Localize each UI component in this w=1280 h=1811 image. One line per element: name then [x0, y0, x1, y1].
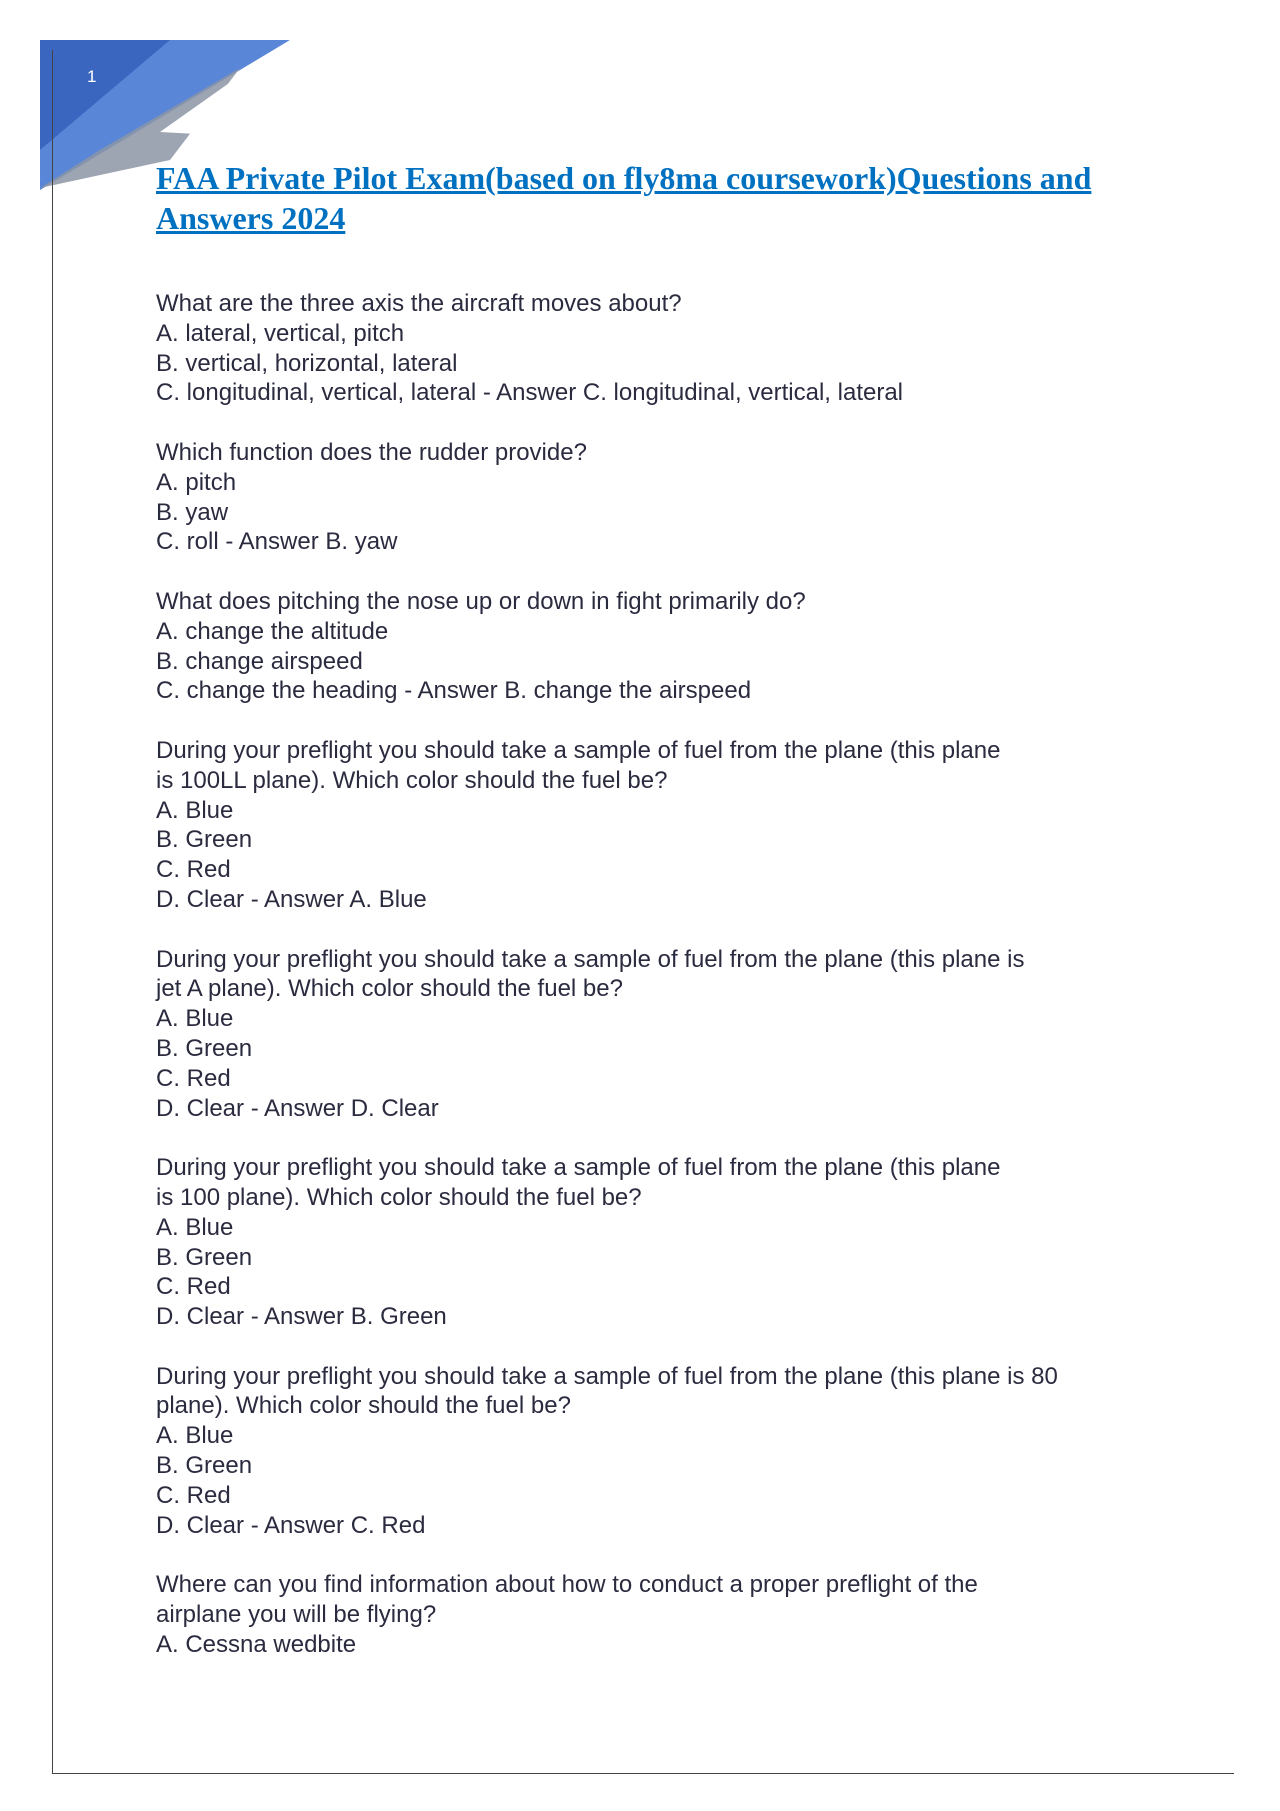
question-line: C. change the heading - Answer B. change the airspeed	[156, 677, 752, 705]
page-number: 1	[87, 67, 97, 86]
question-line: A. lateral, vertical, pitch	[156, 319, 405, 347]
question-text: During your preflight you should take a sample of fuel from the plane (this plane is	[156, 945, 1025, 973]
page-border-bottom	[52, 1773, 1234, 1774]
question-text: During your preflight you should take a sample of fuel from the plane (this plane	[156, 736, 1001, 764]
qa-content	[156, 289, 1156, 1689]
question-block	[156, 1153, 1156, 1332]
question-line: B. Green	[156, 1034, 253, 1062]
question-block	[156, 1570, 1156, 1659]
question-text: What does pitching the nose up or down in fight primarily do?	[156, 587, 806, 615]
question-line: plane). Which color should the fuel be?	[156, 1392, 571, 1420]
question-line: D. Clear - Answer A. Blue	[156, 885, 427, 913]
question-line: C. Red	[156, 1273, 231, 1301]
question-line: C. Red	[156, 1064, 231, 1092]
question-line: A. Cessna wedbite	[156, 1630, 357, 1658]
question-line: is 100 plane). Which color should the fuel be?	[156, 1183, 642, 1211]
question-line: is 100LL plane). Which color should the fuel be?	[156, 766, 668, 794]
question-line: D. Clear - Answer C. Red	[156, 1511, 426, 1539]
question-line: D. Clear - Answer D. Clear	[156, 1094, 439, 1122]
question-block	[156, 587, 1156, 706]
question-line: C. roll - Answer B. yaw	[156, 528, 398, 556]
question-text: During your preflight you should take a sample of fuel from the plane (this plane	[156, 1154, 1001, 1182]
question-block	[156, 438, 1156, 557]
question-block	[156, 289, 1156, 408]
page-border-left	[52, 50, 53, 1773]
question-text: Where can you find information about how to conduct a proper preflight of the	[156, 1571, 978, 1599]
question-line: C. Red	[156, 1481, 231, 1509]
question-line: B. Green	[156, 1243, 253, 1271]
question-line: airplane you will be flying?	[156, 1601, 437, 1629]
question-line: A. Blue	[156, 796, 234, 824]
question-text: During your preflight you should take a sample of fuel from the plane (this plane is 80	[156, 1362, 1058, 1390]
question-line: C. Red	[156, 856, 231, 884]
question-line: A. Blue	[156, 1422, 234, 1450]
question-line: A. pitch	[156, 468, 237, 496]
question-block	[156, 736, 1156, 915]
question-line: B. Green	[156, 1452, 253, 1480]
question-line: B. change airspeed	[156, 647, 363, 675]
question-line: B. Green	[156, 826, 253, 854]
question-line: C. longitudinal, vertical, lateral - Answer C. longitudinal, vertical, lateral	[156, 379, 904, 407]
question-block	[156, 1362, 1156, 1541]
question-line: jet A plane). Which color should the fuel be?	[156, 975, 623, 1003]
document-title: FAA Private Pilot Exam(based on fly8ma coursework)Questions and Answers 2024	[156, 160, 1092, 236]
question-line: A. Blue	[156, 1213, 234, 1241]
question-line: A. change the altitude	[156, 617, 389, 645]
question-block	[156, 945, 1156, 1124]
question-line: B. yaw	[156, 498, 229, 526]
question-text: What are the three axis the aircraft moves about?	[156, 290, 682, 317]
question-text: Which function does the rudder provide?	[156, 438, 587, 466]
question-line: B. vertical, horizontal, lateral	[156, 349, 458, 377]
question-line: A. Blue	[156, 1005, 234, 1033]
question-line: D. Clear - Answer B. Green	[156, 1303, 447, 1331]
